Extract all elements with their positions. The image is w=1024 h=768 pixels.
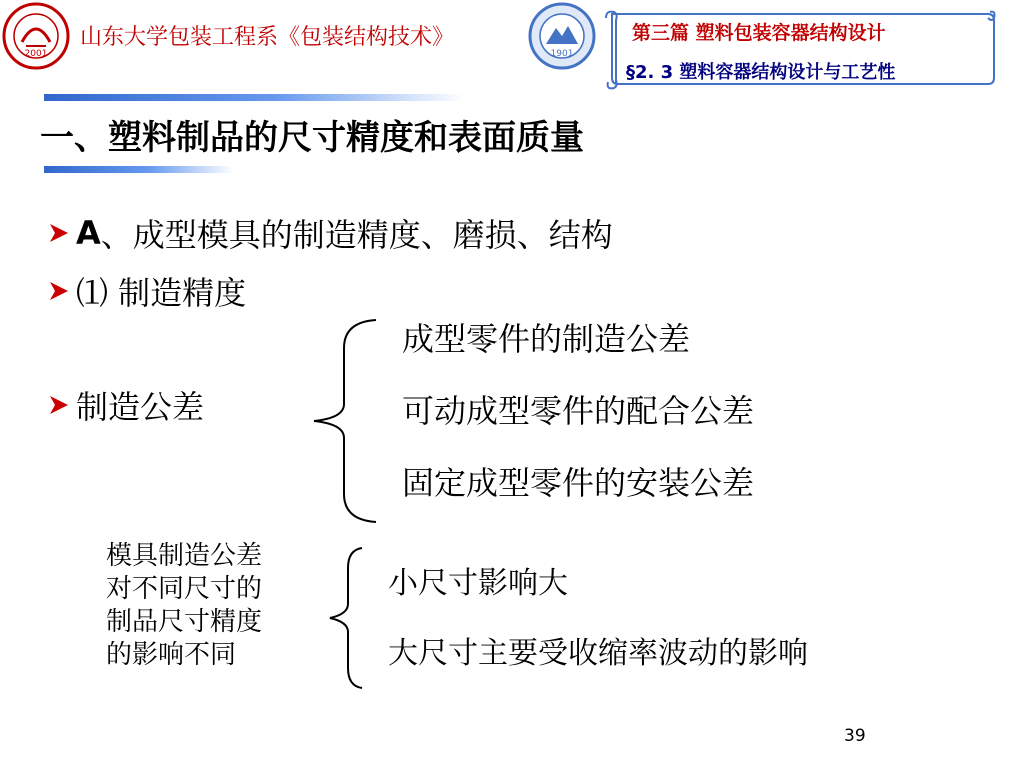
tolerance-item-3: 固定成型零件的安装公差 [402,464,755,502]
mold-note-line-4: 的影响不同 [106,640,237,670]
logo-left-year: 2001 [24,49,48,59]
effect-item-1: 小尺寸影响大 [388,566,568,601]
arrow-bullet-icon [48,280,70,302]
chapter-title: 第三篇 塑料包装容器结构设计 [632,22,886,44]
bullet-tolerance-text: 制造公差 [76,388,205,426]
section-title: 一、塑料制品的尺寸精度和表面质量 [40,118,584,158]
title-rule-bottom [44,166,234,173]
logo-right-year: 1901 [550,49,574,59]
bullet-tolerance [48,382,204,428]
section-subtitle: §2. 3 塑料容器结构设计与工艺性 [626,62,896,83]
mold-note-line-3: 制品尺寸精度 [106,607,263,637]
bullet-manufacturing-precision [48,268,246,314]
effect-item-2: 大尺寸主要受收缩率波动的影响 [388,636,808,671]
bullet-item1-text: ⑴ 制造精度 [76,274,247,312]
header-title: 山东大学包装工程系《包装结构技术》 [80,25,455,50]
effect-brace [326,546,366,694]
title-rule-top [44,94,464,101]
arrow-bullet-icon [48,394,70,416]
bullet-a-text: 、成型模具的制造精度、磨损、结构 [100,216,613,254]
tolerance-item-2: 可动成型零件的配合公差 [402,392,755,430]
university-logo-right [528,2,596,70]
university-logo-left [2,2,70,70]
tolerance-item-1: 成型零件的制造公差 [402,320,691,358]
mold-note-line-1: 模具制造公差 [106,541,263,571]
bullet-a-label: A [76,214,101,252]
tolerance-brace [308,318,380,528]
mold-note-line-2: 对不同尺寸的 [106,574,263,604]
bullet-a [48,210,613,256]
mold-tolerance-note [106,540,262,672]
page-number: 39 [844,726,866,746]
arrow-bullet-icon [48,222,70,244]
